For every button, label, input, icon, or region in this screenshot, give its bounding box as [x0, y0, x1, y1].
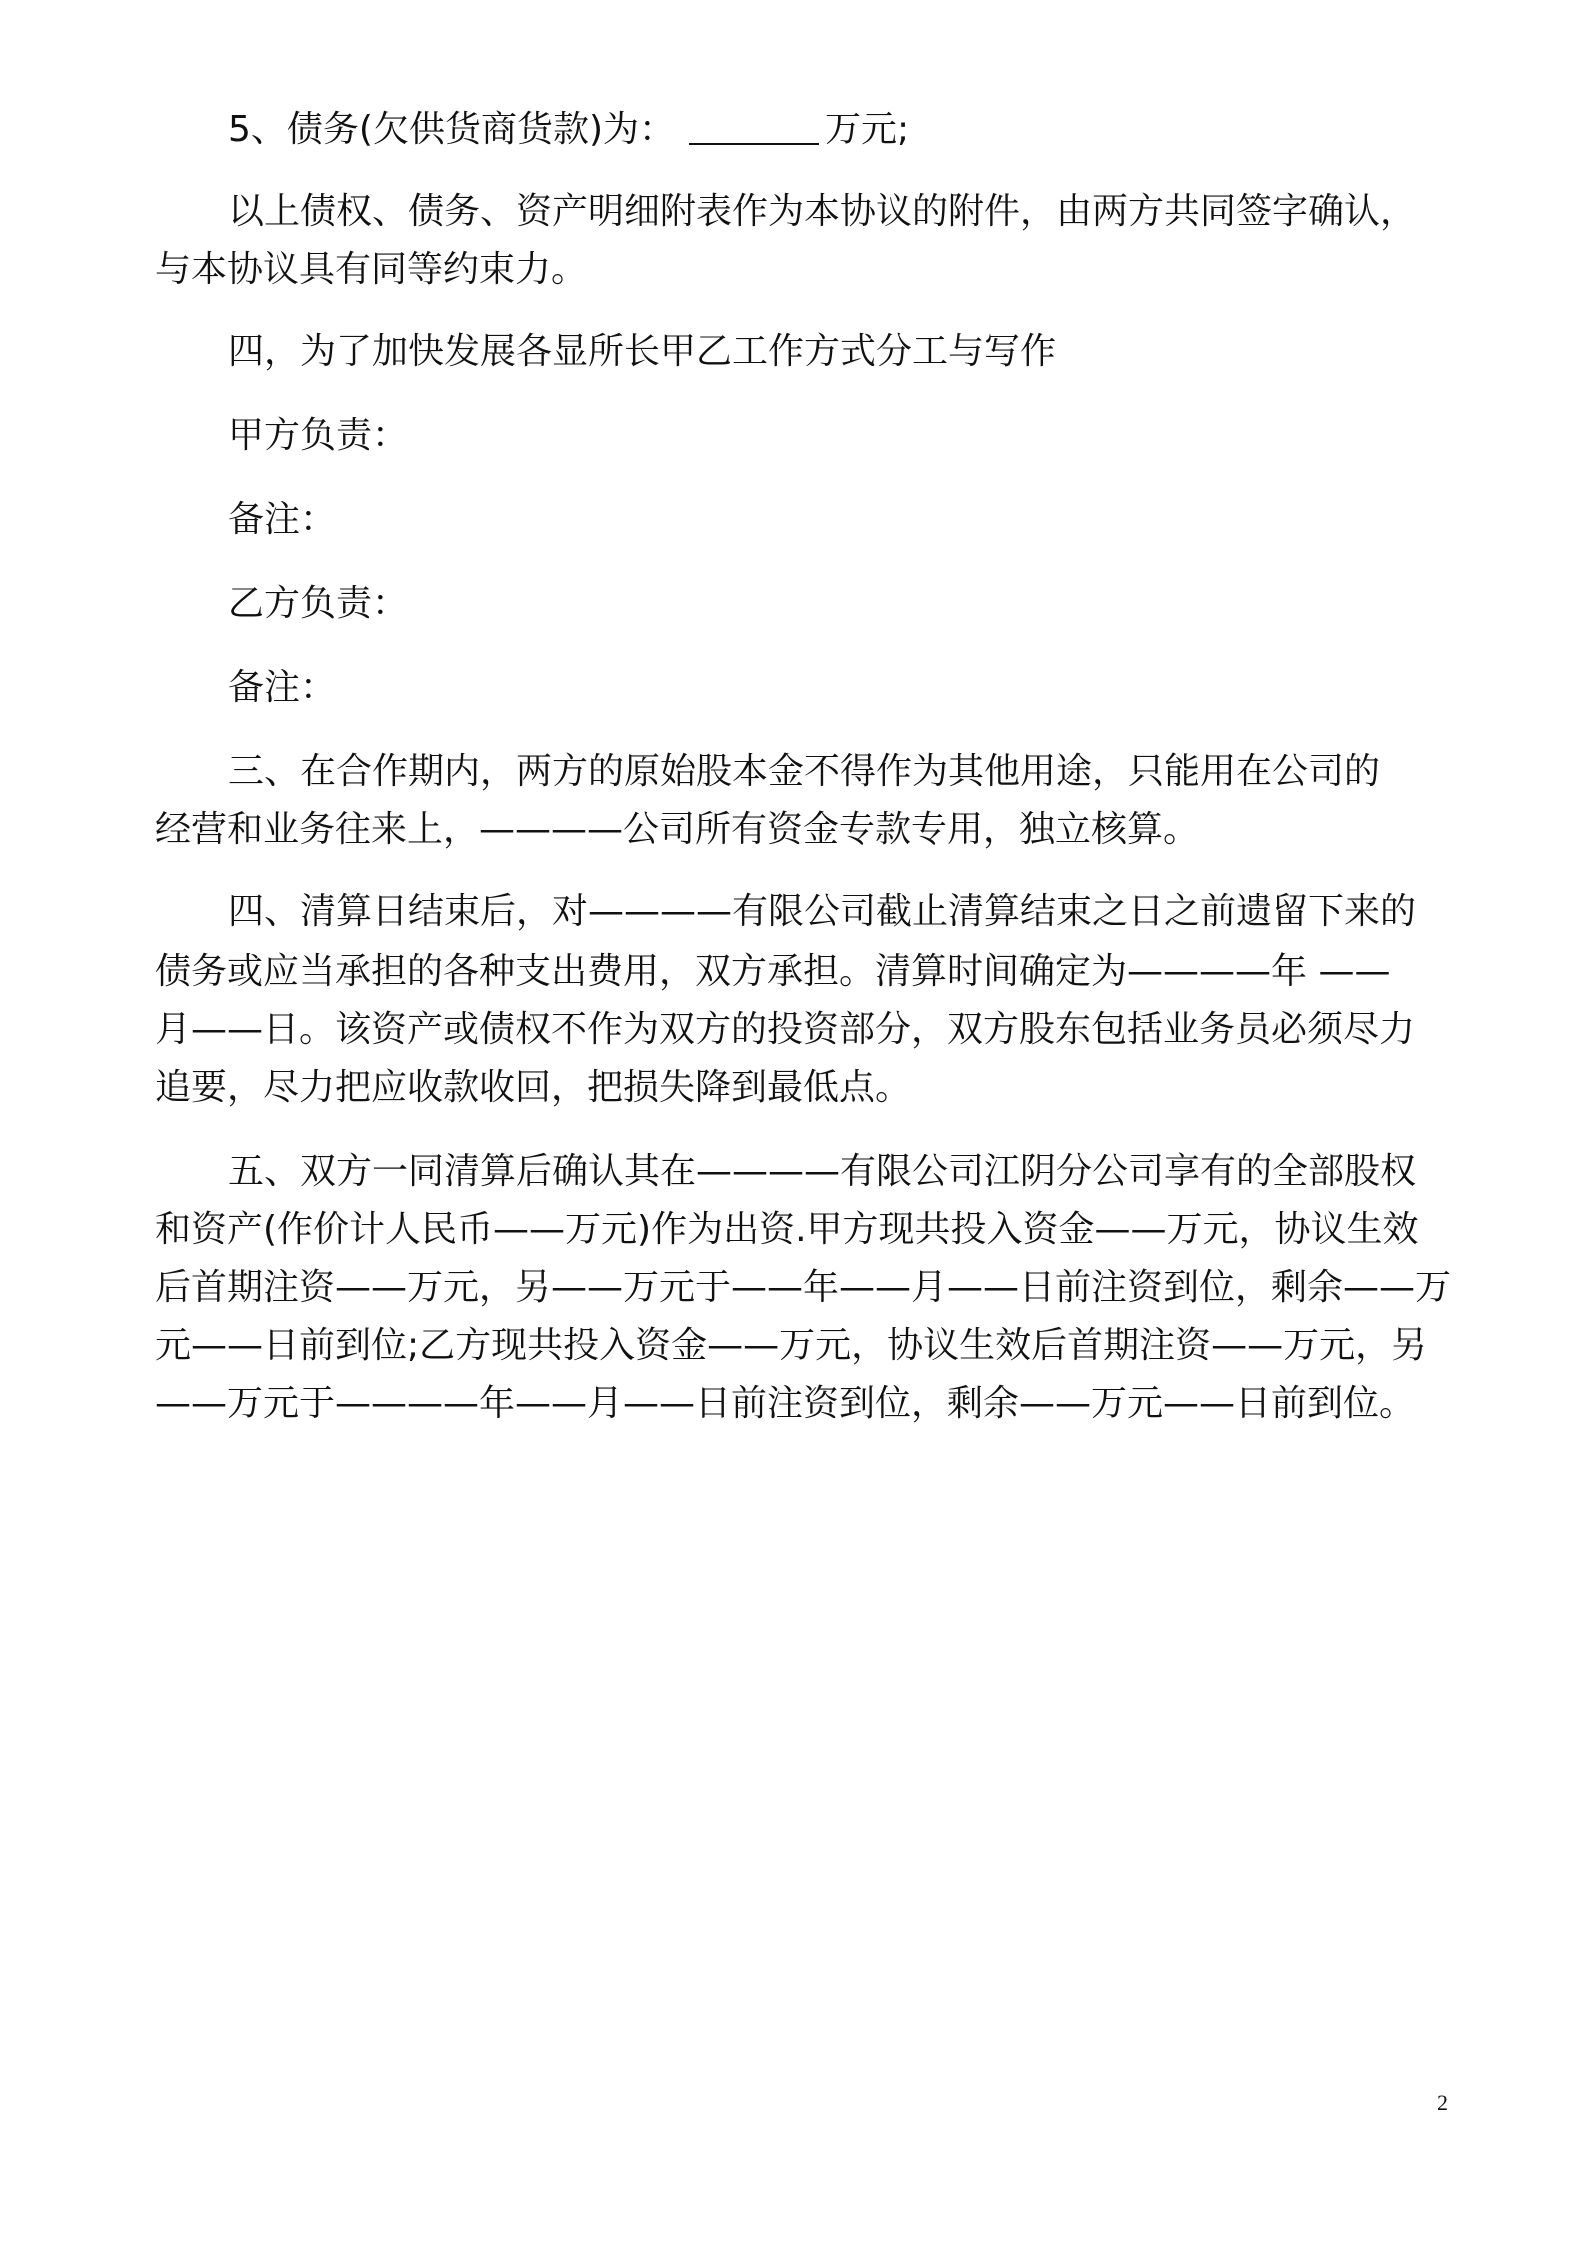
- liquidation-line-1: 四、清算日结束后，对————有限公司截止清算结束之日之前遗留下来的: [228, 891, 1417, 932]
- party-a-note: 备注：: [228, 499, 337, 540]
- party-b-duty: 乙方负责：: [228, 583, 409, 624]
- liquidation-line-2: 债务或应当承担的各种支出费用，双方承担。清算时间确定为————年 ——: [155, 951, 1391, 992]
- section-five-line-5: ——万元于————年——月——日前注资到位，剩余——万元——日前到位。: [155, 1383, 1416, 1424]
- liquidation-line-4: 追要，尽力把应收款收回，把损失降到最低点。: [155, 1067, 912, 1108]
- liquidation-line-3: 月——日。该资产或债权不作为双方的投资部分，双方股东包括业务员必须尽力: [155, 1009, 1416, 1050]
- section-four-heading: 四，为了加快发展各显所长甲乙工作方式分工与写作: [228, 331, 1057, 372]
- section-three-line-1: 三、在合作期内，两方的原始股本金不得作为其他用途，只能用在公司的: [228, 751, 1381, 792]
- section-five-line-4: 元——日前到位;乙方现共投入资金——万元，协议生效后首期注资——万元，另: [155, 1325, 1428, 1366]
- debt-item-unit: 万元;: [825, 109, 910, 150]
- amount-blank: [689, 113, 819, 145]
- party-a-duty: 甲方负责：: [228, 415, 409, 456]
- section-five-line-1: 五、双方一同清算后确认其在————有限公司江阴分公司享有的全部股权: [228, 1151, 1417, 1192]
- party-b-note: 备注：: [228, 667, 337, 708]
- page-number: 2: [1437, 2090, 1448, 2115]
- section-three-line-2: 经营和业务往来上，————公司所有资金专款专用，独立核算。: [155, 809, 1200, 850]
- section-five-line-2: 和资产(作价计人民币——万元)作为出资.甲方现共投入资金——万元，协议生效: [155, 1209, 1419, 1250]
- debt-item: [228, 109, 910, 150]
- attachment-note-line-1: 以上债权、债务、资产明细附表作为本协议的附件，由两方共同签字确认，: [228, 191, 1417, 232]
- section-five-line-3: 后首期注资——万元，另——万元于——年——月——日前注资到位，剩余——万: [155, 1267, 1452, 1308]
- attachment-note-line-2: 与本协议具有同等约束力。: [155, 249, 588, 290]
- debt-item-text: 5、债务(欠供货商货款)为：: [228, 109, 675, 150]
